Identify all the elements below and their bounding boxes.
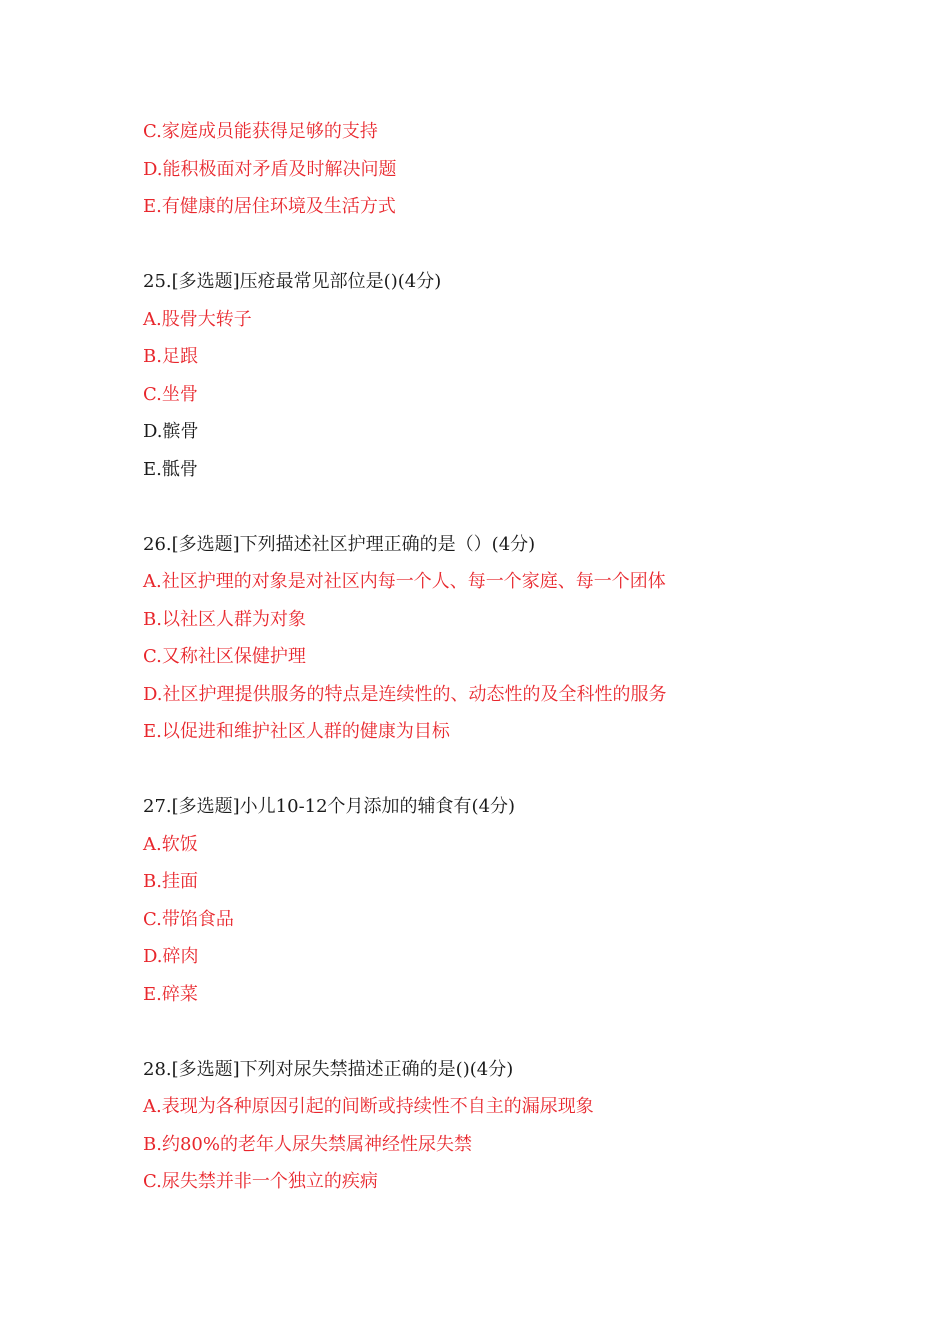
option-c: C.带馅食品 <box>143 908 234 930</box>
question-27 <box>143 793 903 1018</box>
option-prev-e: E.有健康的居住环境及生活方式 <box>143 196 396 217</box>
option-e: E.骶骨 <box>143 458 198 480</box>
option-d: D.碎肉 <box>143 946 199 967</box>
question-stem: 25.[多选题]压疮最常见部位是()(4分) <box>143 271 442 292</box>
option-c: C.又称社区保健护理 <box>143 646 306 667</box>
option-d: D.社区护理提供服务的特点是连续性的、动态性的及全科性的服务 <box>143 683 667 705</box>
question-stem: 26.[多选题]下列描述社区护理正确的是（）(4分) <box>143 533 536 555</box>
option-c: C.坐骨 <box>143 383 198 405</box>
question-25 <box>143 268 903 493</box>
option-e: E.碎菜 <box>143 983 198 1005</box>
option-prev-c: C.家庭成员能获得足够的支持 <box>143 121 378 142</box>
exam-page <box>143 118 903 1206</box>
option-b: B.约80%的老年人尿失禁属神经性尿失禁 <box>143 1133 472 1155</box>
option-b: B.足跟 <box>143 346 198 367</box>
option-e: E.以促进和维护社区人群的健康为目标 <box>143 721 450 742</box>
option-a: A.软饭 <box>143 833 198 855</box>
option-c: C.尿失禁并非一个独立的疾病 <box>143 1171 378 1192</box>
option-b: B.以社区人群为对象 <box>143 608 306 630</box>
question-stem: 28.[多选题]下列对尿失禁描述正确的是()(4分) <box>143 1058 514 1080</box>
option-a: A.社区护理的对象是对社区内每一个人、每一个家庭、每一个团体 <box>143 571 666 592</box>
question-stem: 27.[多选题]小儿10-12个月添加的辅食有(4分) <box>143 796 516 817</box>
option-prev-d: D.能积极面对矛盾及时解决问题 <box>143 158 397 180</box>
option-b: B.挂面 <box>143 871 198 892</box>
option-a: A.股骨大转子 <box>143 308 252 330</box>
question-28 <box>143 1056 903 1206</box>
option-d: D.髌骨 <box>143 421 199 442</box>
option-a: A.表现为各种原因引起的间断或持续性不自主的漏尿现象 <box>143 1096 594 1117</box>
prev-question-options <box>143 118 903 231</box>
question-26 <box>143 531 903 756</box>
